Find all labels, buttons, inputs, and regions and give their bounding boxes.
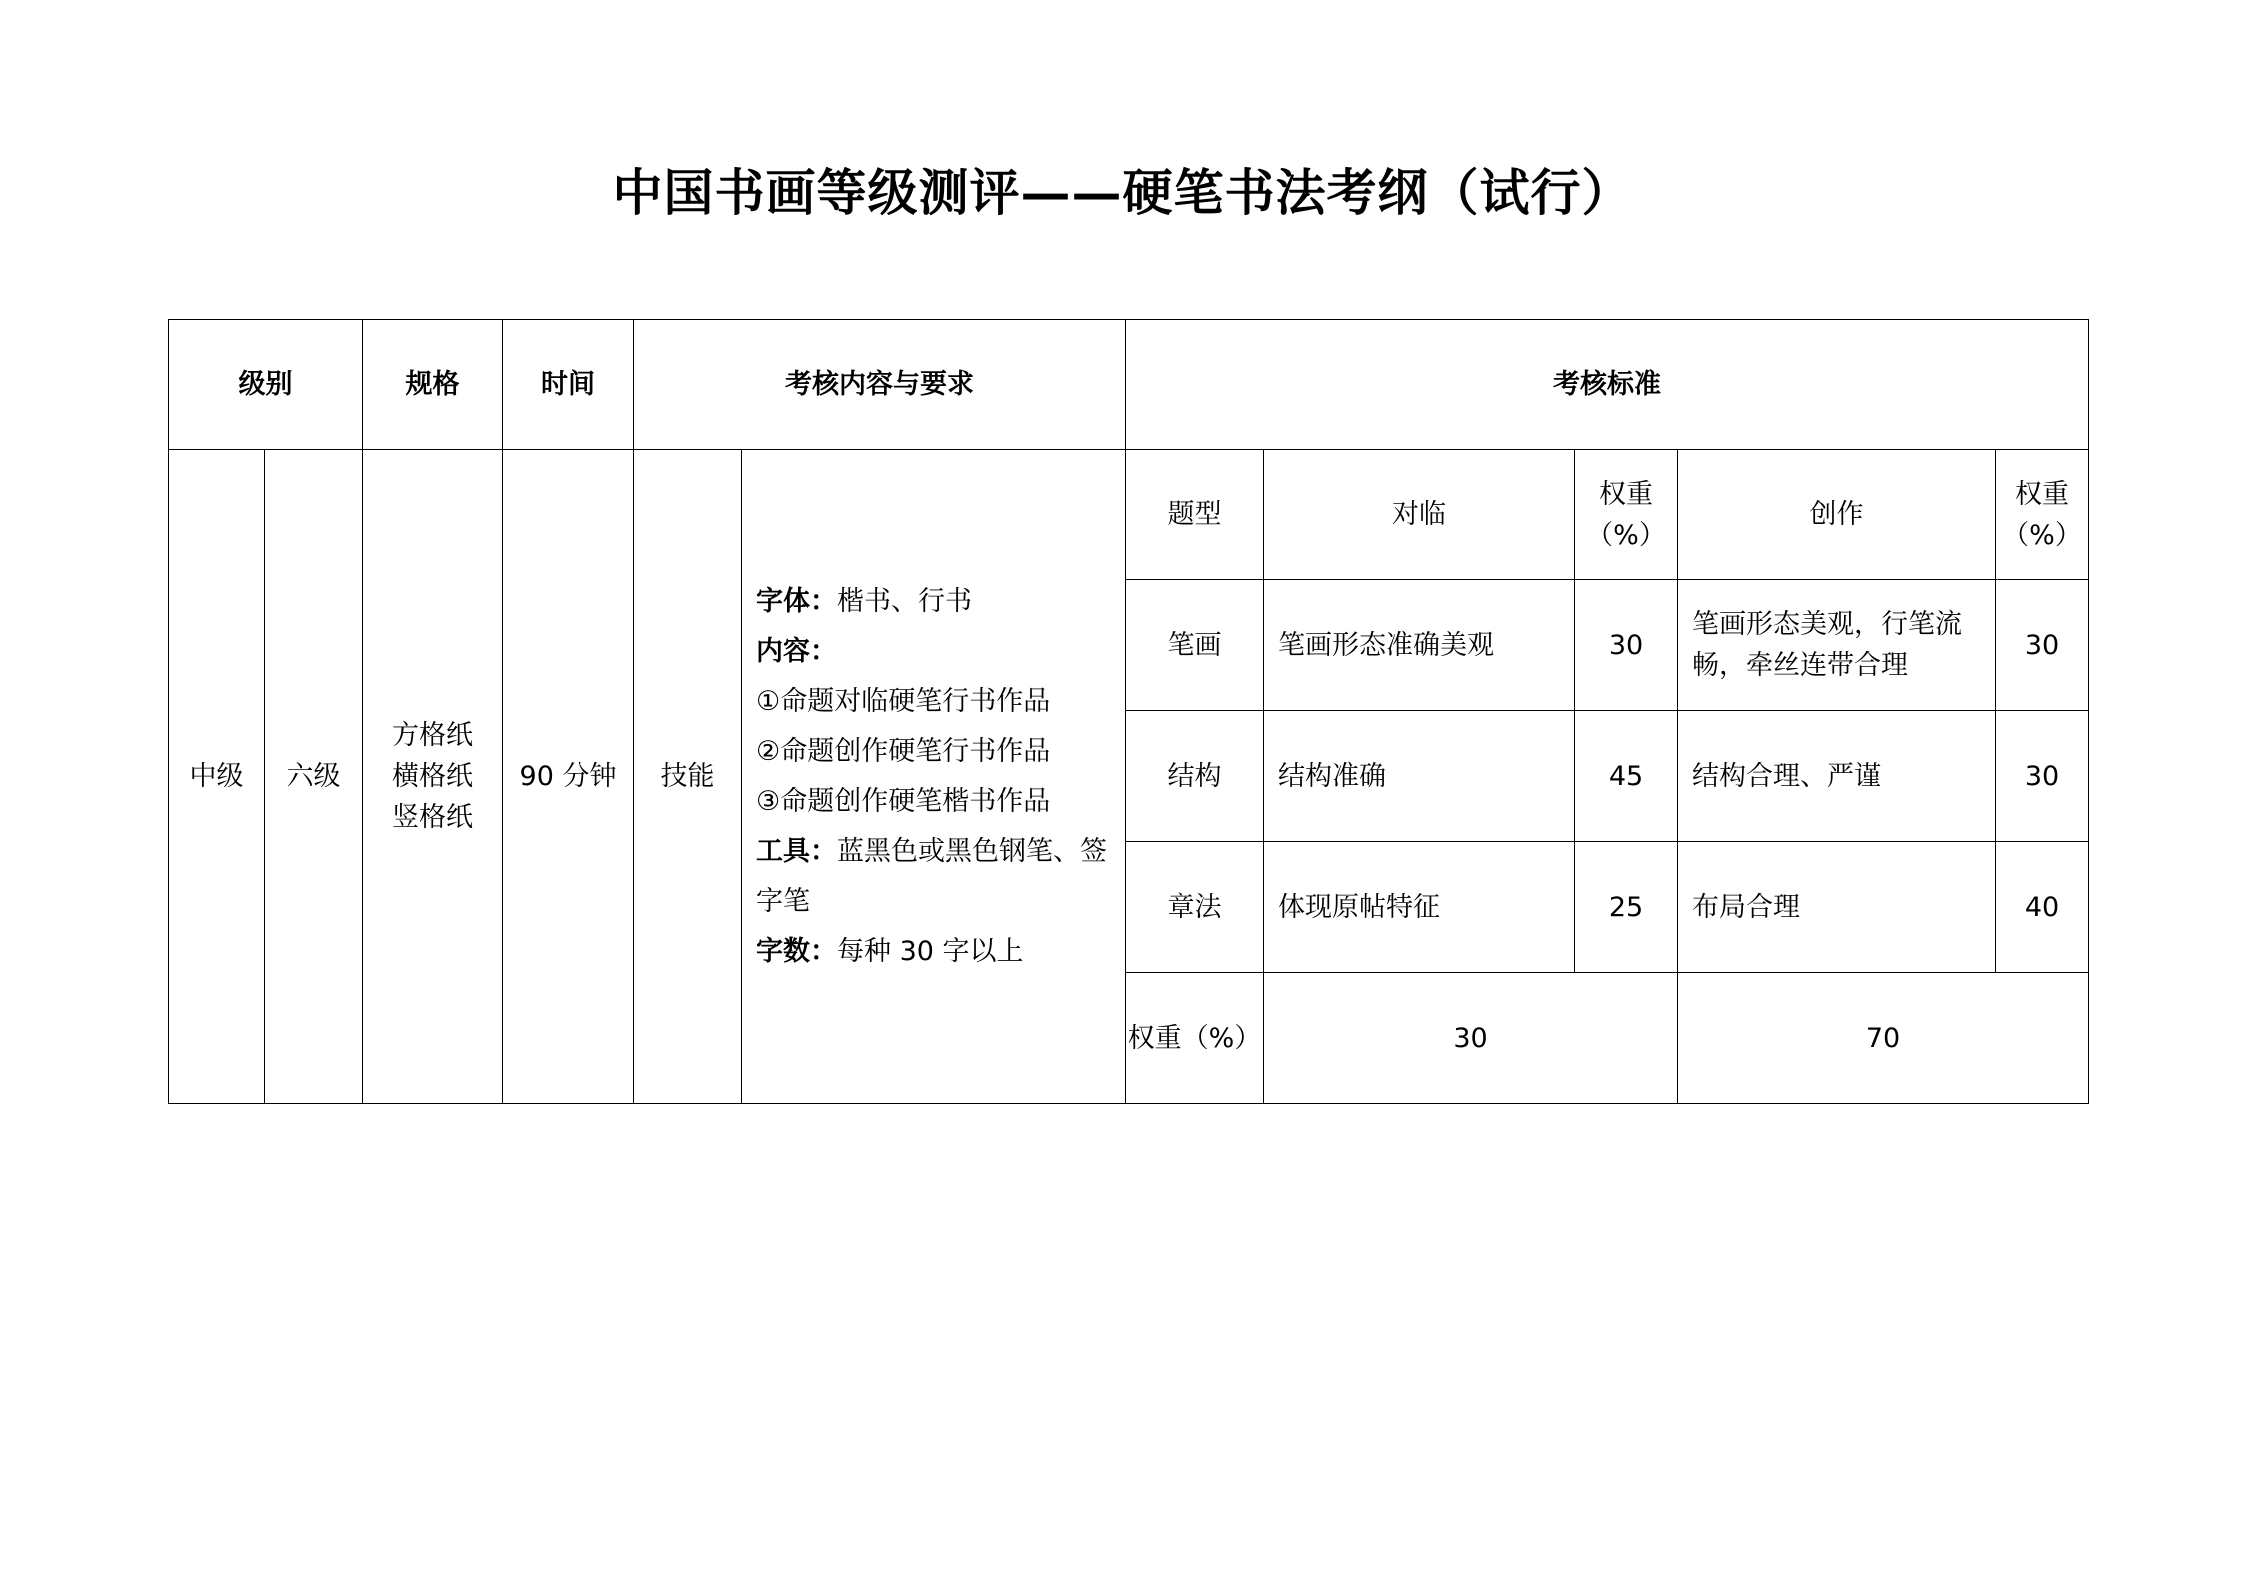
tools-value: 蓝黑色或黑色钢笔、签字笔 [756,835,1107,917]
time-cell: 90 分钟 [503,450,634,1104]
level-main-cell: 中级 [169,450,265,1104]
create-criteria-cell: 结构合理、严谨 [1678,711,1996,842]
weight-label: 权重 [1599,478,1653,510]
copy-weight-cell: 45 [1575,711,1678,842]
create-criteria-cell: 布局合理 [1678,842,1996,973]
copy-criteria-cell: 体现原帖特征 [1264,842,1575,973]
paper-spec-cell [363,450,503,1104]
header-level: 级别 [169,320,363,450]
content-item: ③命题创作硬笔楷书作品 [756,785,1051,817]
col-type-header: 题型 [1126,450,1264,580]
tools-label: 工具： [756,835,837,867]
table-header-row [169,320,2089,450]
content-requirements-cell [742,450,1126,1104]
weight-row-label: 权重（%） [1126,973,1264,1104]
header-time: 时间 [503,320,634,450]
font-label: 字体： [756,585,837,617]
copy-weight-cell: 30 [1575,580,1678,711]
create-criteria-cell: 笔画形态美观，行笔流畅，牵丝连带合理 [1678,580,1996,711]
create-weight-cell: 30 [1996,580,2089,711]
paper-type: 方格纸 [392,720,473,751]
type-cell: 结构 [1126,711,1264,842]
col-weight2-header [1996,450,2089,580]
font-value: 楷书、行书 [837,585,972,617]
exam-outline-table [168,319,2089,1104]
content-label-line [756,627,1115,677]
table-row [169,450,2089,580]
type-cell: 章法 [1126,842,1264,973]
copy-total-weight: 30 [1264,973,1678,1104]
content-label: 内容： [756,635,837,667]
header-content: 考核内容与要求 [634,320,1126,450]
create-total-weight: 70 [1678,973,2089,1104]
paper-type: 横格纸 [392,761,473,792]
weight-unit: （%） [2002,519,2082,551]
copy-criteria-cell: 笔画形态准确美观 [1264,580,1575,711]
content-item: ①命题对临硬笔行书作品 [756,685,1051,717]
col-create-header: 创作 [1678,450,1996,580]
header-spec: 规格 [363,320,503,450]
category-cell: 技能 [634,450,742,1104]
col-weight1-header [1575,450,1678,580]
tools-line [756,827,1115,927]
copy-criteria-cell: 结构准确 [1264,711,1575,842]
count-label: 字数： [756,935,837,967]
create-weight-cell: 40 [1996,842,2089,973]
type-cell: 笔画 [1126,580,1264,711]
weight-unit: （%） [1586,519,1666,551]
font-line [756,577,1115,627]
copy-weight-cell: 25 [1575,842,1678,973]
count-line [756,927,1115,977]
paper-type: 竖格纸 [392,802,473,833]
create-weight-cell: 30 [1996,711,2089,842]
content-item: ②命题创作硬笔行书作品 [756,735,1051,767]
count-value: 每种 30 字以上 [837,935,1024,967]
level-sub-cell: 六级 [265,450,363,1104]
col-copy-header: 对临 [1264,450,1575,580]
weight-label: 权重 [2015,478,2069,510]
page-title: 中国书画等级测评——硬笔书法考纲（试行） [612,163,1633,222]
header-standard: 考核标准 [1126,320,2089,450]
